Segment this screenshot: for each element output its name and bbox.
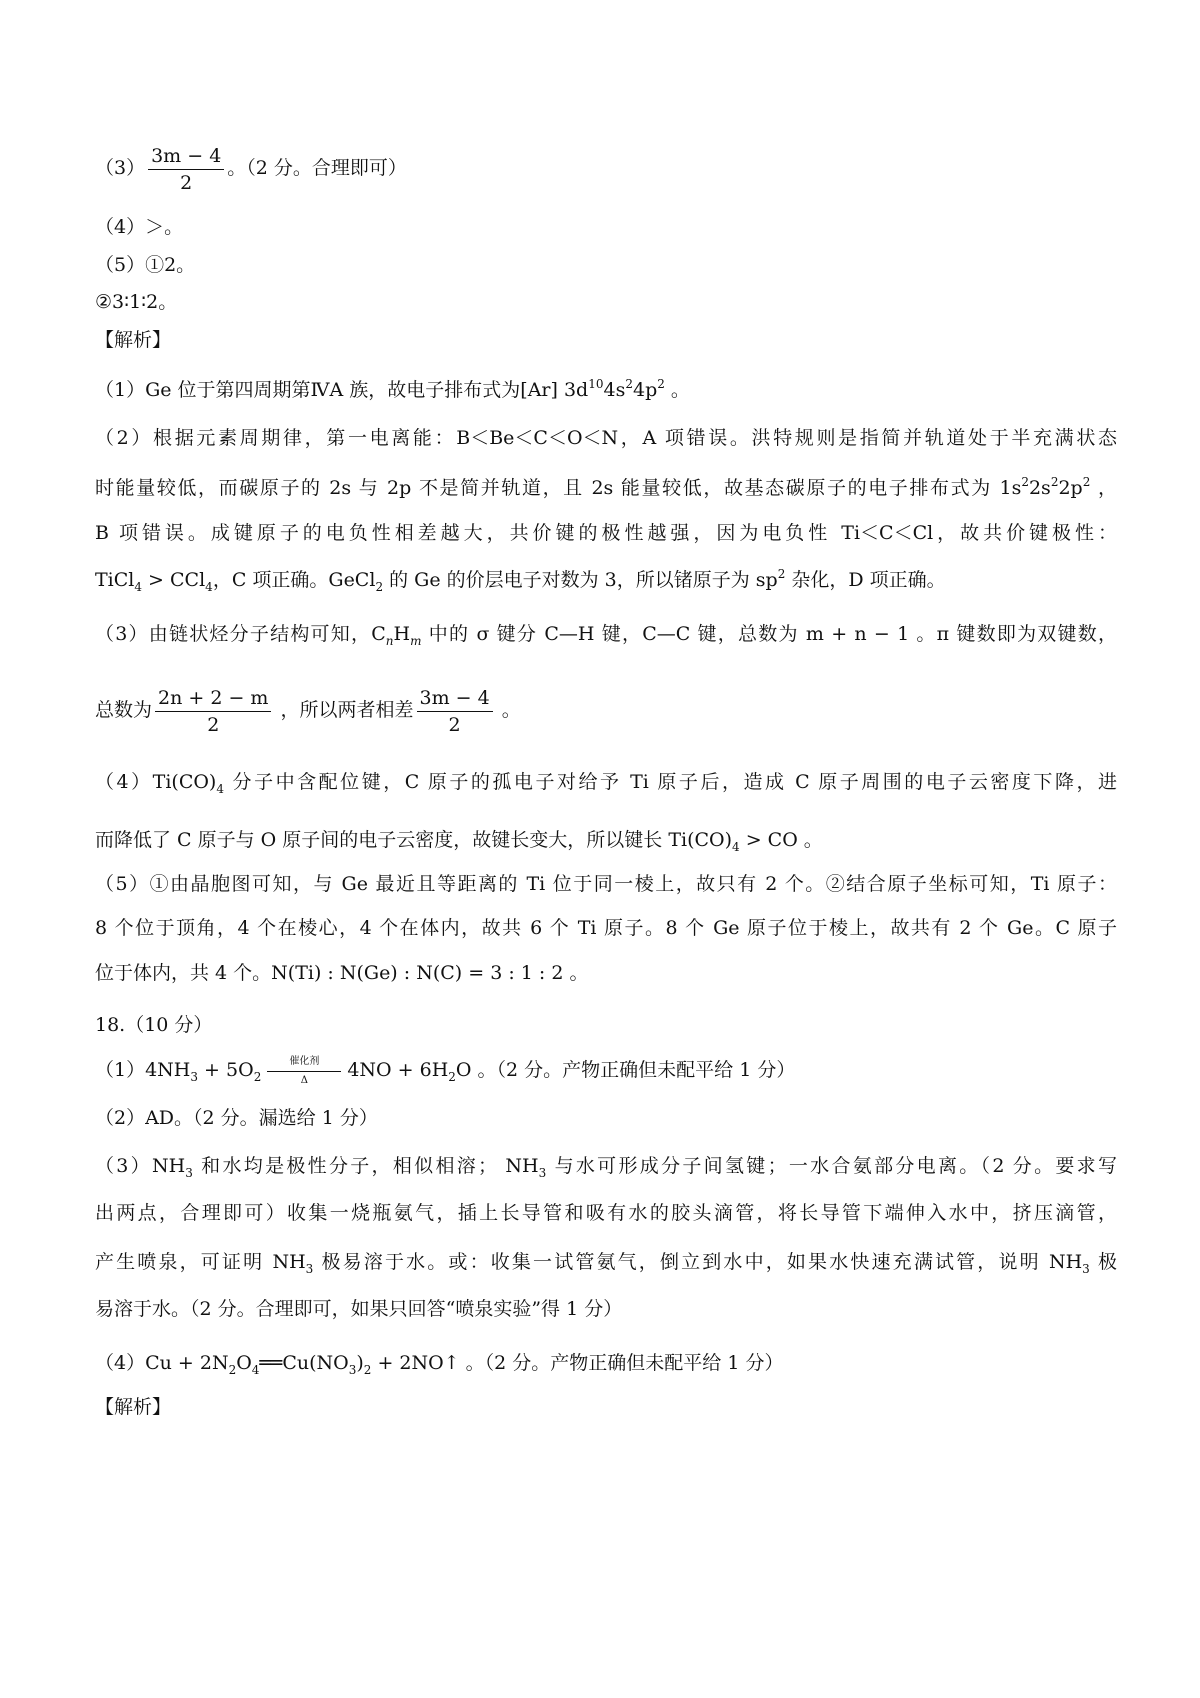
fraction (417, 685, 493, 738)
answer-line-18-2 (95, 1101, 1117, 1135)
text-run: ══Cu(NO (259, 1352, 349, 1374)
subscript: 4 (134, 580, 143, 594)
fraction-numerator: 3m − 4 (148, 143, 224, 170)
superscript: 2 (625, 377, 633, 391)
text-run: > CO 。 (739, 829, 823, 851)
subscript: 3 (1082, 1262, 1090, 1276)
text-run: （2）AD。（2 分。漏选给 1 分） (95, 1107, 378, 1129)
analysis-line (95, 680, 1117, 740)
text-run: 出两点，合理即可）收集一烧瓶氨气，插上长导管和吸有水的胶头滴管，将长导管下端伸入水中，挤压滴管， (95, 1202, 1117, 1224)
text-run: （3） (95, 157, 146, 179)
subscript: 3 (190, 1070, 199, 1084)
superscript: 2 (1082, 475, 1091, 489)
text-run: 位于体内，共 4 个。N(Ti) : N(Ge) : N(C) = 3 : 1 : 2 。 (95, 962, 589, 984)
text-run: 和水均是极性分子，相似相溶； NH (192, 1155, 539, 1177)
text-run: 的 Ge 的价层电子对数为 3，所以锗原子为 sp (383, 569, 778, 591)
subscript: 2 (228, 1363, 237, 1377)
text-run: 中的 σ 键分 C—H 键，C—C 键，总数为 m + n − 1 。π 键数即为双键数， (421, 623, 1117, 645)
superscript: 2 (777, 567, 786, 581)
text-run: 4p (632, 379, 658, 401)
text-run: 产生喷泉，可证明 NH (95, 1251, 306, 1273)
analysis-line (95, 911, 1117, 945)
answer-line-18-4 (95, 1346, 1117, 1380)
answer-line-18-3 (95, 1196, 1117, 1230)
subscript: 3 (348, 1363, 357, 1377)
analysis-heading (95, 1390, 1117, 1424)
text-run: （3）NH (95, 1155, 186, 1177)
subscript: 4 (205, 580, 213, 594)
analysis-line (95, 471, 1117, 505)
subscript: 3 (185, 1166, 193, 1180)
text-run: （5）①2。 (95, 254, 196, 276)
reaction-condition-arrow (267, 1056, 341, 1087)
analysis-line (95, 765, 1117, 799)
answer-line-17-5a (95, 248, 1117, 282)
text-run: 2s (1028, 477, 1051, 499)
analysis-line (95, 617, 1117, 651)
superscript: 10 (588, 377, 604, 391)
text-run: 极易溶于水。或：收集一试管氨气，倒立到水中，如果水快速充满试管，说明 NH (313, 1251, 1083, 1273)
analysis-line (95, 956, 1117, 990)
text-run: 【解析】 (95, 329, 172, 351)
analysis-heading (95, 323, 1117, 357)
answer-line-18-3 (95, 1245, 1117, 1279)
subscript: n (385, 634, 394, 648)
text-run: 。（2 分。合理即可） (227, 157, 407, 179)
fraction (155, 685, 271, 738)
subscript: 2 (253, 1070, 262, 1084)
text-run: 4s (603, 379, 626, 401)
question-18-heading (95, 1008, 1117, 1042)
text-run: 。 (664, 379, 690, 401)
text-run: 。 (495, 699, 521, 721)
text-run: 【解析】 (95, 1396, 172, 1418)
condition-above: 催化剂 (289, 1055, 320, 1067)
text-run: （1）4NH (95, 1059, 191, 1081)
text-run: （1）Ge 位于第四周期第ⅣA 族，故电子排布式为[Ar] 3d (95, 379, 589, 401)
text-run: 极 (1089, 1251, 1118, 1273)
text-run: 时能量较低，而碳原子的 2s 与 2p 不是简并轨道，且 2s 能量较低，故基态碳原子的电子排布式为 1s (95, 477, 1022, 499)
text-run: 8 个位于顶角，4 个在棱心，4 个在体内，故共 6 个 Ti 原子。8 个 Ge 原子位于棱上，故共有 2 个 Ge。C 原子 (95, 917, 1117, 939)
text-run: 4NO + 6H (347, 1059, 449, 1081)
fraction-denominator: 2 (180, 171, 193, 194)
fraction-numerator: 2n + 2 − m (155, 685, 271, 712)
fraction-denominator: 2 (207, 713, 220, 736)
text-run: 与水可形成分子间氢键；一水合氨部分电离。（2 分。要求写 (546, 1155, 1117, 1177)
text-run: O (236, 1352, 252, 1374)
analysis-line (95, 563, 1117, 597)
subscript: m (410, 634, 422, 648)
analysis-line (95, 867, 1117, 901)
subscript: 3 (305, 1262, 314, 1276)
subscript: 4 (216, 782, 224, 796)
text-run: ， (1090, 477, 1118, 499)
text-run: H (393, 623, 411, 645)
reaction-bar (267, 1071, 341, 1072)
analysis-line (95, 373, 1117, 407)
answer-line-17-4 (95, 210, 1117, 244)
subscript: 2 (375, 580, 384, 594)
text-run: O 。（2 分。产物正确但未配平给 1 分） (455, 1059, 796, 1081)
answer-line-17-5b (95, 285, 1117, 319)
analysis-line (95, 421, 1117, 455)
superscript: 2 (1050, 475, 1059, 489)
text-run: （5）①由晶胞图可知，与 Ge 最近且等距离的 Ti 位于同一棱上，故只有 2 个。②结合原子坐标可知，Ti 原子： (95, 873, 1117, 895)
fraction-denominator: 2 (448, 713, 461, 736)
answer-line-18-3 (95, 1149, 1117, 1183)
text-run: （3）由链状烃分子结构可知，C (95, 623, 386, 645)
text-run: + 5O (198, 1059, 254, 1081)
text-run: （2）根据元素周期律，第一电离能：B＜Be＜C＜O＜N，A 项错误。洪特规则是指简并轨道处于半充满状态 (95, 427, 1117, 449)
fraction-numerator: 3m − 4 (417, 685, 493, 712)
text-run: （4）Ti(CO) (95, 771, 217, 793)
subscript: 3 (538, 1166, 547, 1180)
text-run: 杂化，D 项正确。 (785, 569, 946, 591)
text-run: ②3∶1∶2。 (95, 291, 178, 313)
subscript: 2 (448, 1070, 456, 1084)
text-run: 18.（10 分） (95, 1014, 213, 1036)
subscript: 4 (732, 840, 740, 854)
subscript: 2 (363, 1363, 372, 1377)
answer-line-17-3 (95, 138, 1117, 198)
answer-line-18-1 (95, 1053, 1117, 1087)
text-run: ，C 项正确。GeCl (212, 569, 376, 591)
text-run: 易溶于水。（2 分。合理即可，如果只回答“喷泉实验”得 1 分） (95, 1298, 623, 1320)
analysis-line (95, 516, 1117, 550)
superscript: 2 (657, 377, 665, 391)
superscript: 2 (1021, 475, 1029, 489)
subscript: 4 (251, 1363, 260, 1377)
text-run: （4）＞。 (95, 216, 184, 238)
condition-below: Δ (300, 1074, 308, 1086)
text-run: B 项错误。成键原子的电负性相差越大，共价键的极性越强，因为电负性 Ti＜C＜Cl，故共价键极性： (95, 522, 1117, 544)
text-run: ) (356, 1352, 364, 1374)
text-run: > CCl (142, 569, 206, 591)
text-run: 2p (1058, 477, 1083, 499)
text-run: 总数为 (95, 699, 153, 721)
text-run: 分子中含配位键，C 原子的孤电子对给予 Ti 原子后，造成 C 原子周围的电子云密度下降，进 (224, 771, 1117, 793)
text-run: （4）Cu + 2N (95, 1352, 229, 1374)
fraction (148, 143, 224, 196)
answer-line-18-3 (95, 1292, 1117, 1326)
text-run: ，所以两者相差 (274, 699, 414, 721)
text-run: 而降低了 C 原子与 O 原子间的电子云密度，故键长变大，所以键长 Ti(CO) (95, 829, 733, 851)
text-run: TiCl (95, 569, 135, 591)
analysis-line (95, 823, 1117, 857)
text-run: + 2NO↑ 。（2 分。产物正确但未配平给 1 分） (371, 1352, 784, 1374)
